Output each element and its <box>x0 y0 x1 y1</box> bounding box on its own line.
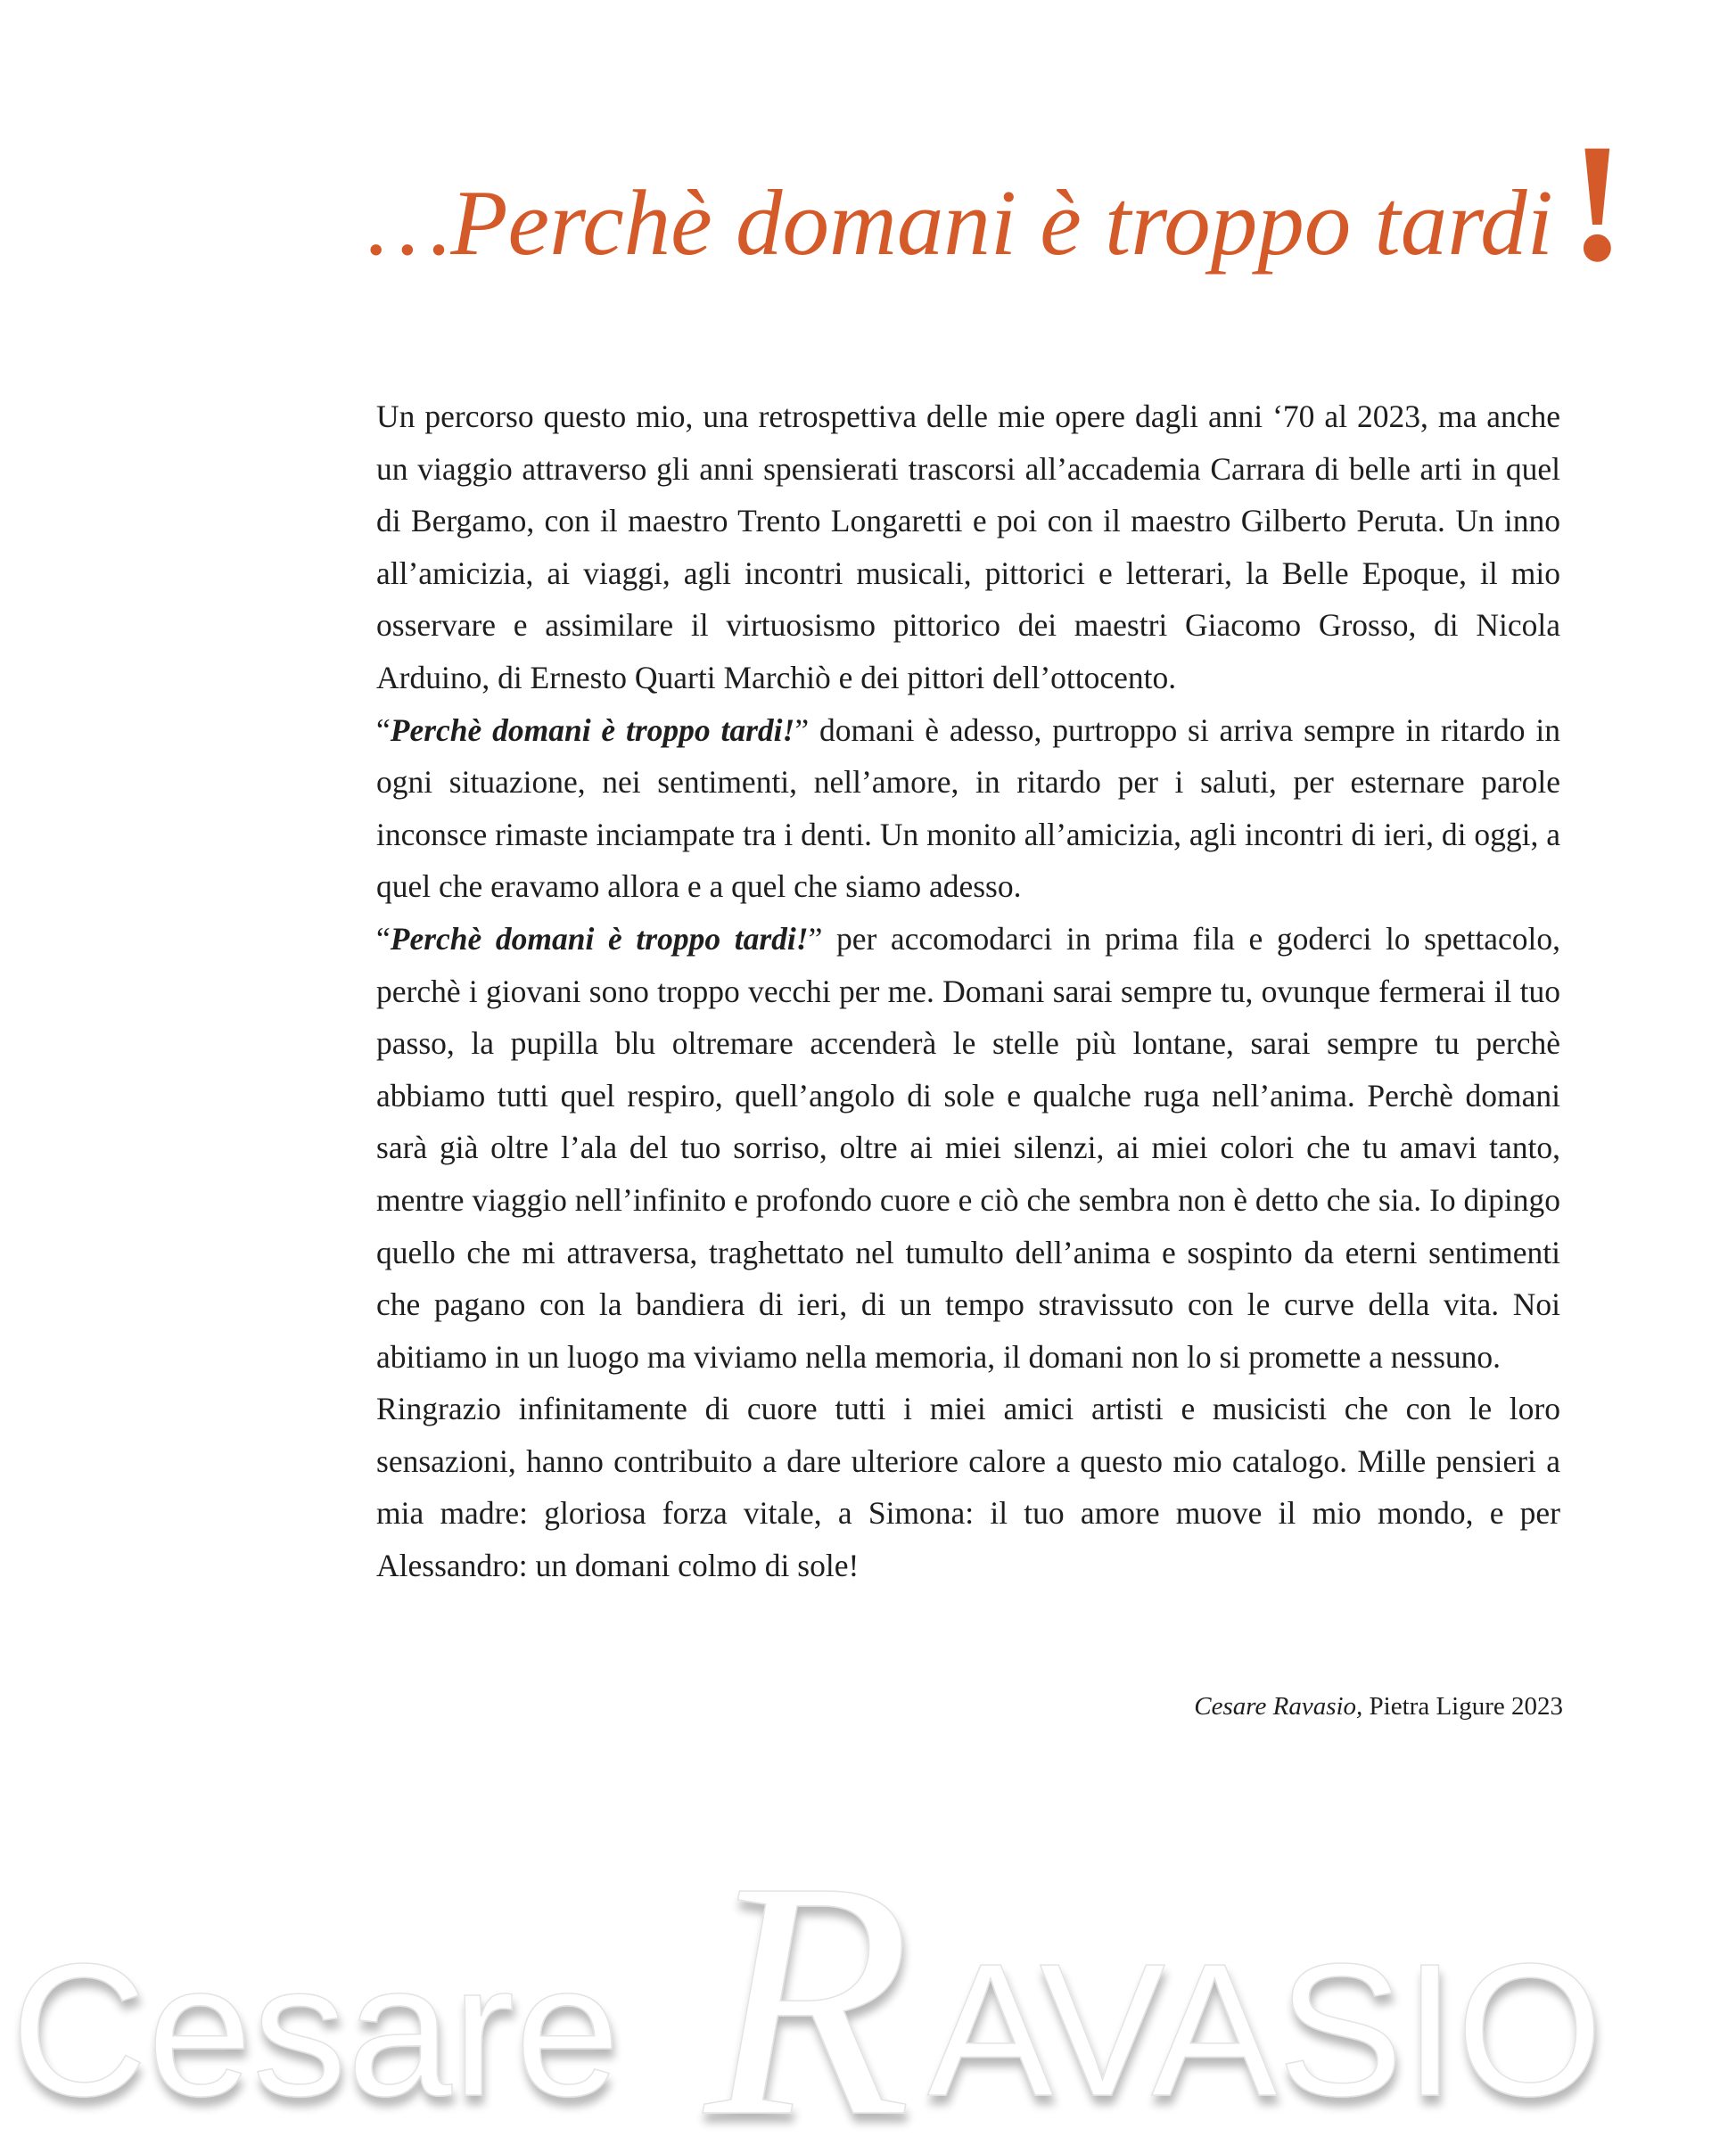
paragraph-front-row <box>376 913 1560 1383</box>
page-title <box>367 110 1660 297</box>
paragraph-front-row-text: ” per accomodarci in prima fila e goderci lo spettacolo, perchè i giovani sono troppo vecchi per me. Domani sarai sempre tu, ovunque fermerai il tuo passo, la pupilla blu oltremare accenderà le stelle più lontane, sarai sempre tu perchè abbiamo tutti quel respiro, quell’angolo di sole e qualche ruga nell’anima. Perchè domani sarà già oltre l’ala del tuo sorriso, oltre ai miei silenzi, ai miei colori che tu amavi tanto, mentre viaggio nell’infinito e profondo cuore e ciò che sembra non è detto che sia. Io dipingo quello che mi attraversa, traghettato nel tumulto dell’anima e sospinto da eterni sentimenti che pagano con la bandiera di ieri, di un tempo stravissuto con le curve della vita. Noi abitiamo in un luogo ma viviamo nella memoria, il domani non lo si promette a nessuno. <box>376 920 1560 1375</box>
open-quote: “ <box>376 920 391 957</box>
name-watermark-logo <box>0 1801 1736 2153</box>
body-text <box>376 390 1560 1592</box>
paragraph-intro: Un percorso questo mio, una retrospettiva delle mie opere dagli anni ‘70 al 2023, ma anche un viaggio attraverso gli anni spensierati trascorsi all’accademia Carrara di belle arti in quel di Bergamo, con il maestro Trento Longaretti e poi con il maestro Gilberto Peruta. Un inno all’amicizia, ai viaggi, agli incontri musicali, pittorici e letterari, la Belle Epoque, il mio osservare e assimilare il virtuosismo pittorico dei maestri Giacomo Grosso, di Nicola Arduino, di Ernesto Quarti Marchiò e dei pittori dell’ottocento. <box>376 399 1560 695</box>
watermark-surname: AVASIO <box>927 1924 1603 2135</box>
paragraph-tomorrow <box>376 704 1560 913</box>
signature-place-year: Pietra Ligure 2023 <box>1369 1692 1563 1721</box>
signature <box>1194 1692 1563 1722</box>
watermark-first-name: Cesare <box>11 1924 621 2135</box>
paragraph-tomorrow-text: ” domani è adesso, purtroppo si arriva sempre in ritardo in ogni situazione, nei sentimenti, nell’amore, in ritardo per i saluti, per esternare parole inconsce rimaste inciampate tra i denti. Un monito all’amicizia, agli incontri di ieri, di oggi, a quel che eravamo allora e a quel che siamo adesso. <box>376 711 1560 905</box>
paragraph-thanks: Ringrazio infinitamente di cuore tutti i miei amici artisti e musicisti che con le loro sensazioni, hanno contribuito a dare ulteriore calore a questo mio catalogo. Mille pensieri a mia madre: gloriosa forza vitale, a Simona: il tuo amore muove il mio mondo, e per Alessandro: un domani colmo di sole! <box>376 1391 1560 1584</box>
watermark-initial: R <box>704 1812 912 2153</box>
title-exclamation: ! <box>1568 110 1626 297</box>
emphasis-title-quote: Perchè domani è troppo tardi! <box>390 920 809 957</box>
emphasis-title-quote: Perchè domani è troppo tardi! <box>390 711 795 748</box>
open-quote: “ <box>376 711 391 748</box>
signature-name: Cesare Ravasio, <box>1194 1692 1363 1721</box>
title-text: …Perchè domani è troppo tardi <box>367 170 1553 275</box>
